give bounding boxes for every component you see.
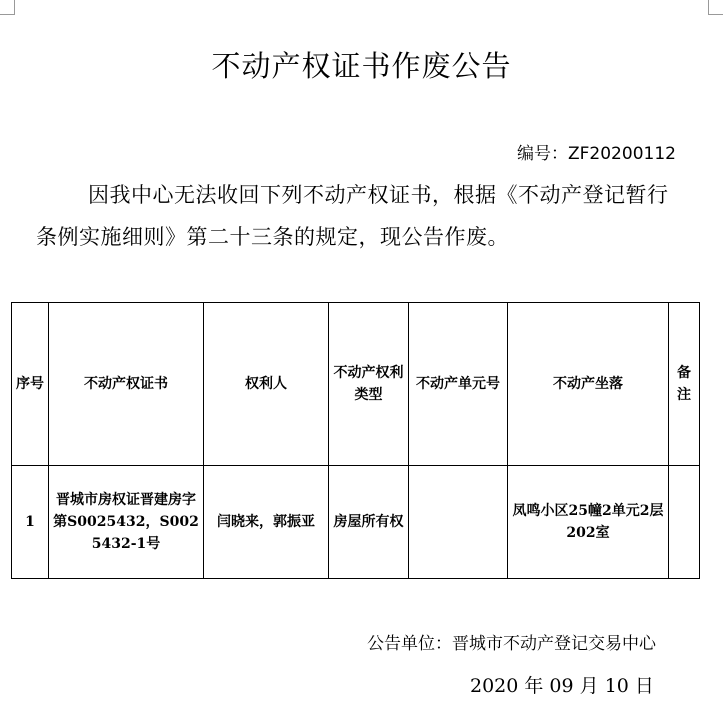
cell-seq: 1 [12, 466, 49, 579]
notice-paragraph: 因我中心无法收回下列不动产权证书，根据《不动产登记暂行条例实施细则》第二十三条的规定，现公告作废。 [36, 183, 669, 249]
header-seq: 序号 [12, 303, 49, 466]
table-row [12, 466, 700, 579]
header-right-type: 不动产权利类型 [329, 303, 409, 466]
cell-certificate: 晋城市房权证晋建房字第S0025432，S0025432-1号 [49, 466, 204, 579]
cell-remarks [669, 466, 700, 579]
issuer-line: 公告单位：晋城市不动产登记交易中心 [367, 634, 656, 654]
page-title: 不动产权证书作废公告 [211, 49, 512, 83]
page-corner-mark [708, 0, 723, 15]
certificate-table [11, 302, 700, 579]
cell-unit-no [409, 466, 508, 579]
issue-date: 2020 年 09 月 10 日 [470, 675, 654, 697]
cell-location: 凤鸣小区25幢2单元2层202室 [508, 466, 669, 579]
header-remarks: 备注 [669, 303, 700, 466]
document-number: 编号：ZF20200112 [517, 144, 676, 164]
header-certificate: 不动产权证书 [49, 303, 204, 466]
cell-holder: 闫晓来，郭振亚 [204, 466, 329, 579]
header-holder: 权利人 [204, 303, 329, 466]
table-header-row [12, 303, 700, 466]
cell-right-type: 房屋所有权 [329, 466, 409, 579]
page-corner-mark [0, 0, 15, 15]
header-unit-no: 不动产单元号 [409, 303, 508, 466]
header-location: 不动产坐落 [508, 303, 669, 466]
